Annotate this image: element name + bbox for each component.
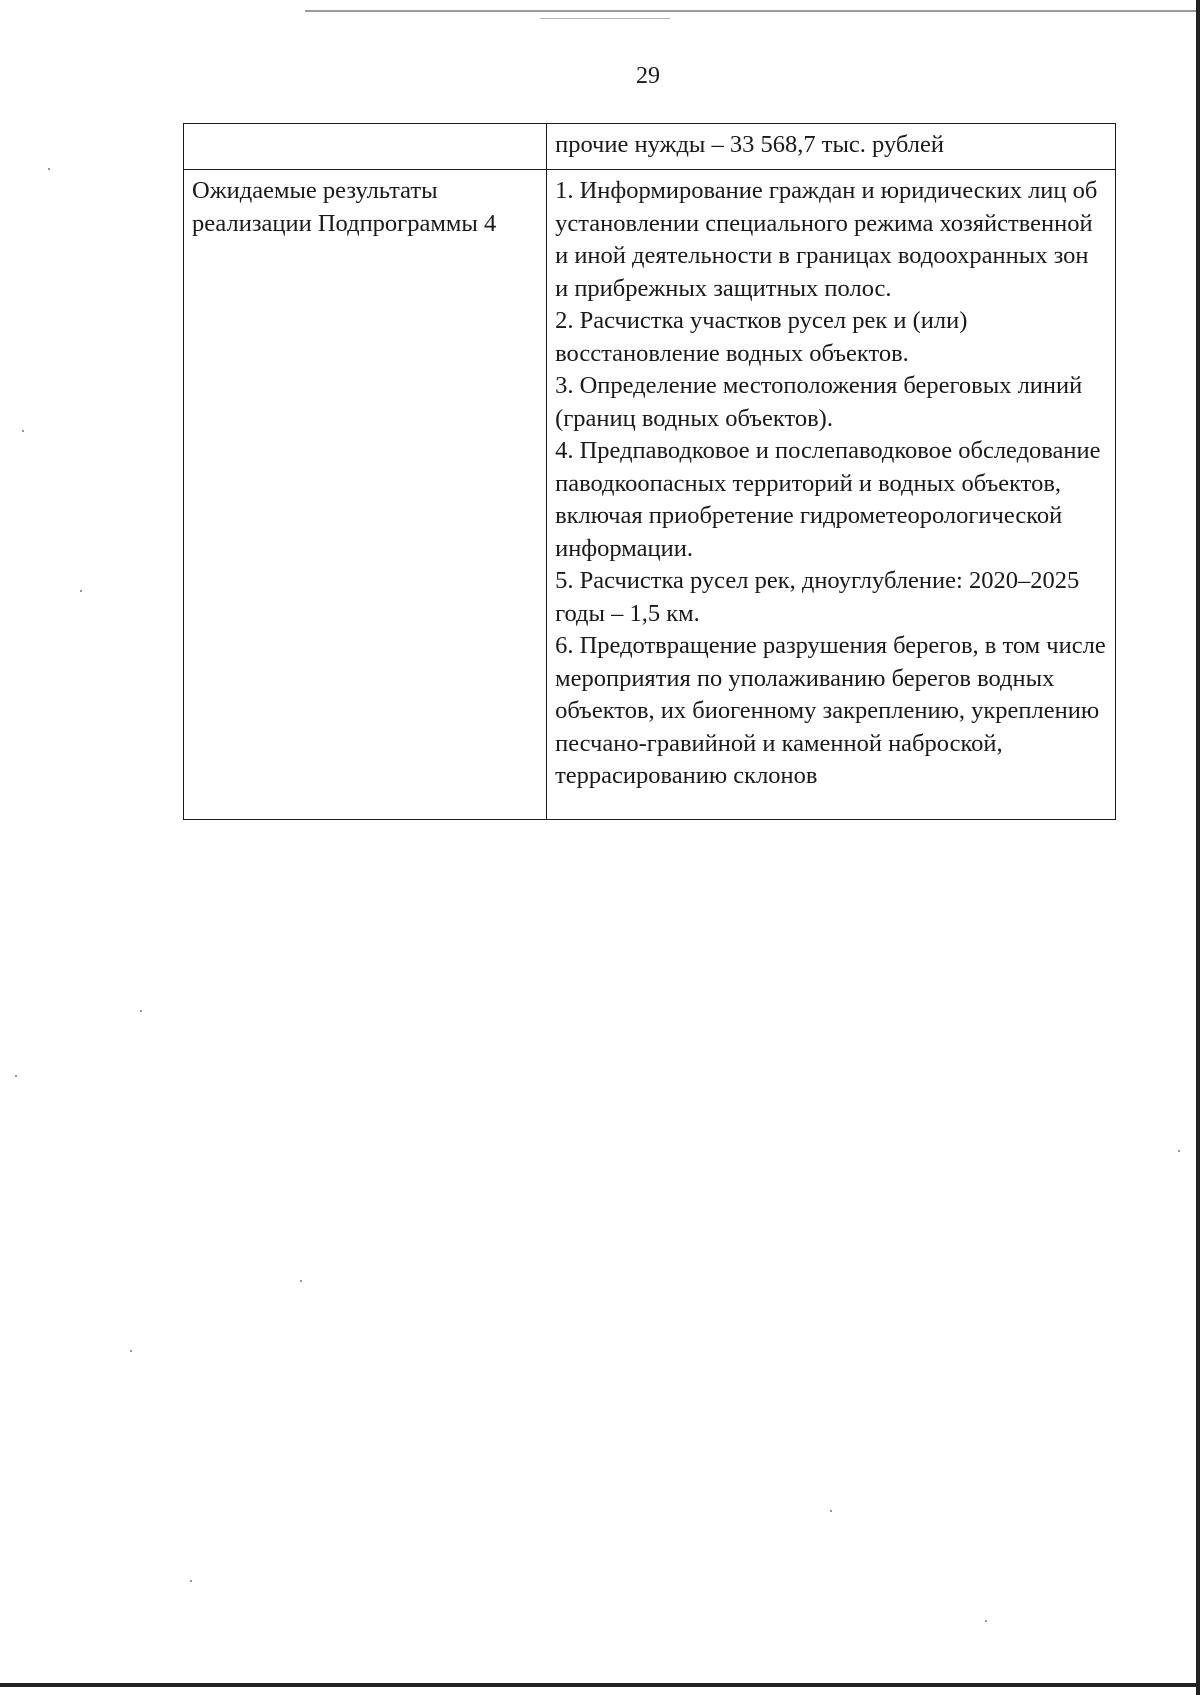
table-row-expected-results xyxy=(184,170,1116,820)
scan-speck xyxy=(15,1075,17,1077)
scan-speck xyxy=(300,1280,302,1282)
scan-speck xyxy=(130,1350,132,1352)
scan-speck xyxy=(1178,1150,1180,1152)
scan-speck xyxy=(140,1010,142,1012)
expected-results-label xyxy=(184,170,547,820)
table-row-other-needs xyxy=(184,124,1116,170)
table-cell-empty xyxy=(184,124,547,170)
expected-results-list xyxy=(547,170,1116,820)
other-needs-funding: прочие нужды – 33 568,7 тыс. рублей xyxy=(547,124,1116,170)
result-item-5: 5. Расчистка русел рек, дноуглубление: 2020–2025 годы – 1,5 км. xyxy=(555,567,1080,627)
scan-speck xyxy=(22,430,24,432)
scan-speck xyxy=(48,168,50,170)
scan-top-edge-line-secondary xyxy=(540,18,670,19)
scan-right-edge xyxy=(1196,0,1200,1695)
scan-speck xyxy=(985,1620,987,1622)
scan-bottom-edge xyxy=(0,1683,1200,1687)
subprogram-table xyxy=(183,123,1116,820)
page-number: 29 xyxy=(636,63,660,89)
expected-results-label-line1: Ожидаемые результаты xyxy=(192,177,438,204)
result-item-2: 2. Расчистка участков русел рек и (или) восстановление водных объектов. xyxy=(555,307,968,367)
result-item-1: 1. Информирование граждан и юридических лиц об установлении специального режима хозяйственной и иной деятельности в границах водоохранных зон и прибрежных защитных полос. xyxy=(555,177,1098,302)
scan-speck xyxy=(80,590,82,592)
expected-results-label-line2: реализации Подпрограммы 4 xyxy=(192,209,497,237)
scan-top-edge-line xyxy=(305,10,1200,12)
scan-speck xyxy=(830,1510,832,1512)
result-item-6: 6. Предотвращение разрушения берегов, в том числе мероприятия по уполаживанию берегов водных объектов, их биогенному закреплению, укреплению песчано-гравийной и каменной наброской, террасированию склонов xyxy=(555,632,1106,789)
scan-speck xyxy=(190,1580,192,1582)
result-item-3: 3. Определение местоположения береговых линий (границ водных объектов). xyxy=(555,372,1083,432)
result-item-4: 4. Предпаводковое и послепаводковое обследование паводкоопасных территорий и водных объектов, включая приобретение гидрометеорологической информации. xyxy=(555,437,1101,562)
